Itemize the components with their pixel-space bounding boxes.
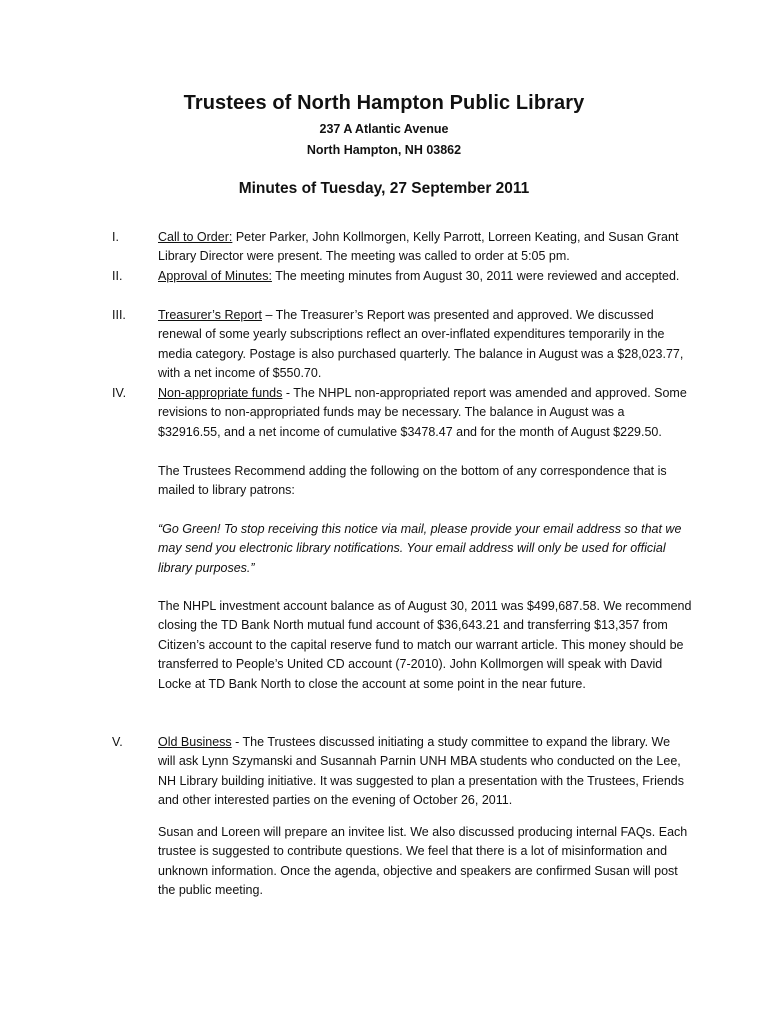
item-text: - The Trustees discussed initiating a study committee to expand the library. We will ask Lynn Szymanski and Susannah Parnin UNH MBA students who conducted on the Lee, NH Library building initiative. It was suggested to plan a presentation with the Trustees, Friends and other interested parties on the evening of October 26, 2011.: [158, 735, 684, 808]
address-line-1: 237 A Atlantic Avenue: [319, 122, 449, 136]
recommendation-paragraph: The Trustees Recommend adding the following on the bottom of any correspondence that is mailed to library patrons:: [158, 464, 667, 498]
item-body: [158, 733, 688, 811]
item-body: [158, 306, 688, 384]
address-line-2: North Hampton, NH 03862: [306, 143, 462, 157]
item-text: Peter Parker, John Kollmorgen, Kelly Parrott, Lorreen Keating, and Susan Grant Library Director were present. The meeting was called to order at 5:05 pm.: [158, 230, 679, 264]
minutes-date-heading: Minutes of Tuesday, 27 September 2011: [238, 180, 530, 197]
item-non-appropriate-funds: [112, 384, 692, 442]
item-number: IV.: [112, 386, 127, 400]
item-number: I.: [112, 230, 119, 244]
go-green-quote: “Go Green! To stop receiving this notice via mail, please provide your email address so that we may send you electronic library notifications. Your email address will only be used for official library purposes.”: [158, 522, 682, 575]
item-call-to-order: [112, 228, 692, 267]
item-text: – The Treasurer’s Report was presented and approved. We discussed renewal of some yearly subscriptions reflect an over-inflated expenditures temporarily in the media category. Postage is also purchased quarterly. The balance in August was a $28,023.77, with a net income of $550.70.: [158, 308, 684, 381]
invitee-paragraph: Susan and Loreen will prepare an invitee list. We also discussed producing internal FAQs. Each trustee is suggested to contribute questions. We feel that there is a lot of misinformation and unknown information. Once the agenda, objective and speakers are confirmed Susan will post the public meeting.: [158, 825, 688, 898]
item-heading: Treasurer’s Report: [158, 308, 262, 322]
item-heading: Non-appropriate funds: [158, 386, 283, 400]
item-body: [158, 267, 688, 286]
investment-paragraph: The NHPL investment account balance as of August 30, 2011 was $499,687.58. We recommend closing the TD Bank North mutual fund account of $36,643.21 and transferring $13,357 from Citizen’s account to the capital reserve fund to match our warrant article. This money should be transferred to People’s United CD account (7-2010). John Kollmorgen will speak with David Locke at TD Bank North to close the account at some point in the near future.: [158, 599, 692, 691]
item-number: II.: [112, 269, 123, 283]
item-approval-of-minutes: [112, 267, 692, 286]
item-number: V.: [112, 735, 123, 749]
item-treasurers-report: [112, 306, 692, 384]
item-old-business: [112, 733, 692, 811]
item-heading: Old Business: [158, 735, 232, 749]
item-text: The meeting minutes from August 30, 2011 were reviewed and accepted.: [271, 269, 680, 283]
item-text: - The NHPL non-appropriated report was amended and approved. Some revisions to non-appropriated funds may be necessary. The balance in August was a $32916.55, and a net income of cumulative $3478.47 and for the month of August $229.50.: [158, 386, 687, 439]
item-heading: Call to Order:: [158, 230, 233, 244]
item-number: III.: [112, 308, 126, 322]
item-body: [158, 228, 688, 267]
item-body: [158, 384, 688, 442]
item-heading: Approval of Minutes:: [158, 269, 272, 283]
document-title: Trustees of North Hampton Public Library: [183, 92, 585, 114]
